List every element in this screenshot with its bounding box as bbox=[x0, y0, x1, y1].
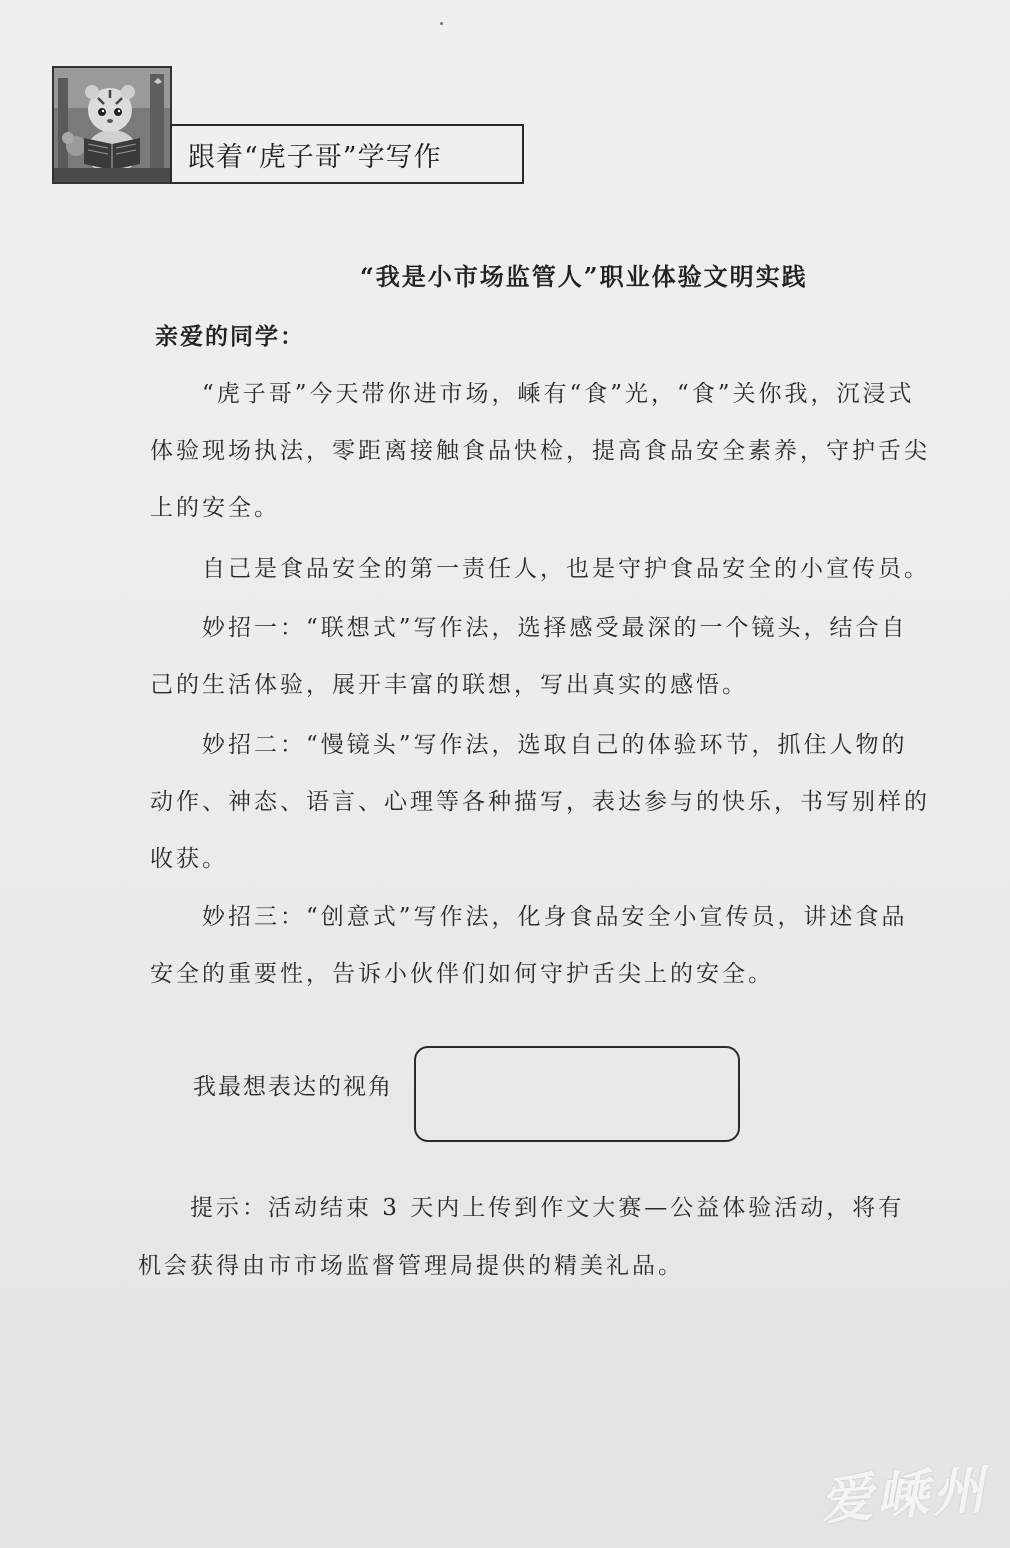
responsibility-paragraph: 自己是食品安全的第一责任人，也是守护食品安全的小宣传员。 bbox=[202, 556, 930, 582]
perspective-answer-box[interactable] bbox=[414, 1046, 740, 1142]
tiger-reading-book-icon bbox=[52, 66, 172, 184]
intro-paragraph: “虎子哥”今天带你进市场，嵊有“食”光，“食”关你我，沉浸式体验现场执法，零距离接触食品快检，提高食品安全素养，守护舌尖上的安全。 bbox=[150, 381, 930, 521]
perspective-label: 我最想表达的视角 bbox=[193, 1074, 393, 1100]
column-header bbox=[52, 66, 524, 184]
greeting: 亲爱的同学： bbox=[155, 323, 305, 350]
document-heading: “我是小市场监管人”职业体验文明实践 bbox=[360, 262, 808, 291]
column-title: 跟着“虎子哥”学写作 bbox=[170, 124, 524, 184]
submission-tip: 提示：活动结束 3 天内上传到作文大赛—公益体验活动，将有机会获得由市市场监督管理局提供的精美礼品。 bbox=[138, 1195, 905, 1279]
paper-speck bbox=[440, 22, 443, 25]
tip-two-paragraph: 妙招二：“慢镜头”写作法，选取自己的体验环节，抓住人物的动作、神态、语言、心理等各种描写，表达参与的快乐，书写别样的收获。 bbox=[150, 732, 930, 872]
watermark: 爱嵊州 bbox=[818, 1459, 991, 1532]
tip-three-paragraph: 妙招三：“创意式”写作法，化身食品安全小宣传员，讲述食品安全的重要性，告诉小伙伴们如何守护舌尖上的安全。 bbox=[150, 904, 908, 987]
tip-one-paragraph: 妙招一：“联想式”写作法，选择感受最深的一个镜头，结合自己的生活体验，展开丰富的联想，写出真实的感悟。 bbox=[150, 615, 908, 698]
